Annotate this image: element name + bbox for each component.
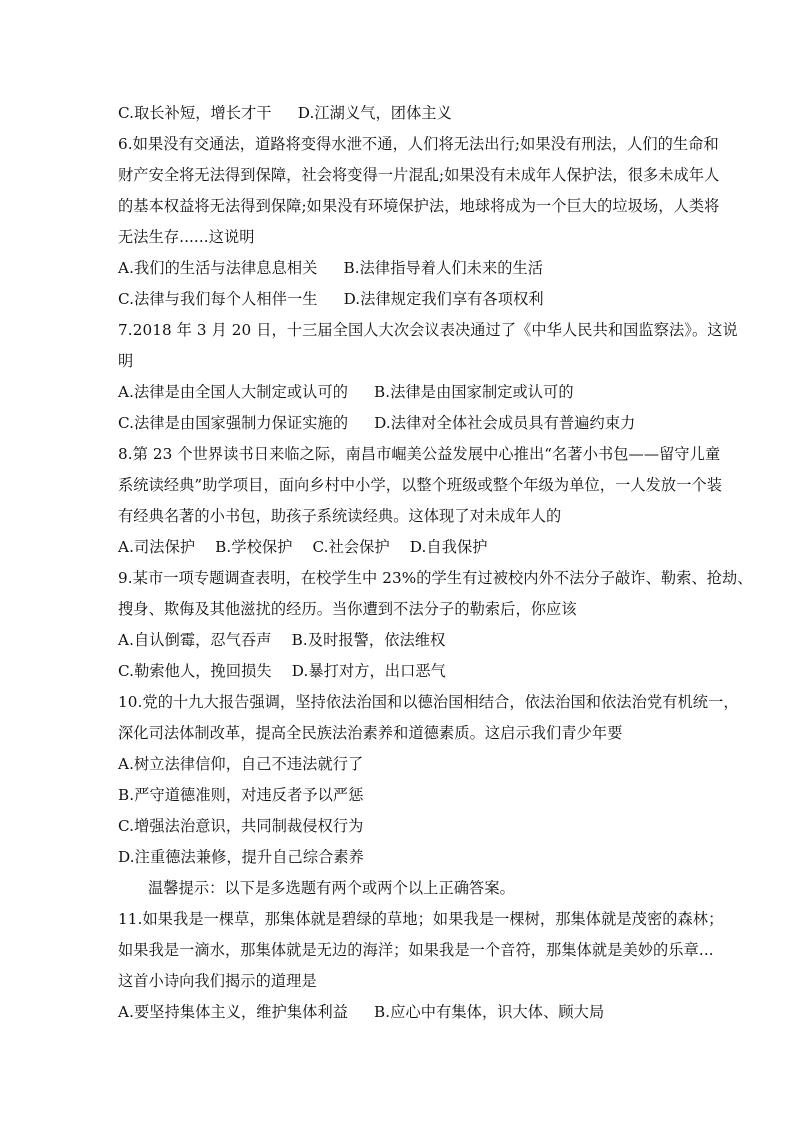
- q9-option-c: C.勒索他人，挽回损失: [118, 662, 272, 680]
- q8-stem-line: 8.第 23 个世界读书日来临之际，南昌市崛美公益发展中心推出“名著小书包——留守儿童: [118, 445, 721, 463]
- question-7: [118, 315, 738, 439]
- exam-page: [118, 98, 753, 1028]
- q8-option-a: A.司法保护: [118, 538, 196, 556]
- q6-options-ab: [118, 253, 678, 284]
- q11-options-ab: [118, 997, 678, 1028]
- question-11: [118, 904, 724, 1028]
- q9-option-d: D.暴打对方，出口恶气: [291, 662, 446, 680]
- q6-options-cd: [118, 284, 678, 315]
- multi-choice-tip: 温馨提示：以下是多选题有两个或两个以上正确答案。: [148, 879, 515, 897]
- question-8: [118, 439, 723, 563]
- q11-stem-line: 11.如果我是一棵草，那集体就是碧绿的草地；如果我是一棵树，那集体就是茂密的森林；: [118, 910, 724, 928]
- q5-options-cd: [118, 98, 678, 129]
- q7-option-b: B.法律是由国家制定或认可的: [374, 383, 574, 401]
- q10-option-a: A.树立法律信仰，自己不违法就行了: [118, 755, 364, 773]
- q7-options-cd: [118, 408, 678, 439]
- q9-option-b: B.及时报警，依法维权: [291, 631, 446, 649]
- q9-options-ab: [118, 625, 678, 656]
- question-10: [118, 687, 739, 873]
- q7-stem-line: 明: [118, 352, 134, 370]
- q7-stem-line: 7.2018 年 3 月 20 日，十三届全国人大次会议表决通过了《中华人民共和国监察法》。这说: [118, 321, 738, 339]
- q10-stem-line: 10.党的十九大报告强调，坚持依法治国和以德治国相结合，依法治国和依法治党有机统一，: [118, 693, 739, 711]
- q8-stem-line: 系统读经典”助学项目，面向乡村中小学，以整个班级或整个年级为单位，一人发放一个装: [118, 476, 723, 494]
- q9-stem-line: 搜身、欺侮及其他滋扰的经历。当你遭到不法分子的勒索后，你应该: [118, 600, 577, 618]
- q7-option-c: C.法律是由国家强制力保证实施的: [118, 414, 349, 432]
- q8-stem-line: 有经典名著的小书包，助孩子系统读经典。这体现了对未成年人的: [118, 507, 562, 525]
- q9-stem-line: 9.某市一项专题调查表明，在校学生中 23%的学生有过被校内外不法分子敲诈、勒索、抢劫、: [118, 569, 753, 587]
- question-6: [118, 129, 720, 315]
- q11-stem-line: 如果我是一滴水，那集体就是无边的海洋；如果我是一个音符，那集体就是美妙的乐章...: [118, 941, 714, 959]
- q10-option-c: C.增强法治意识，共同制裁侵权行为: [118, 817, 364, 835]
- q5-option-d: D.江湖义气，团体主义: [297, 104, 452, 122]
- q7-option-a: A.法律是由全国人大制定或认可的: [118, 383, 349, 401]
- q8-options: [118, 532, 678, 563]
- q8-option-d: D.自我保护: [409, 538, 488, 556]
- q10-option-b: B.严守道德准则，对违反者予以严惩: [118, 786, 364, 804]
- q6-stem-line: 无法生存......这说明: [118, 228, 255, 246]
- q10-stem-line: 深化司法体制改革，提高全民族法治素养和道德素质。这启示我们青少年要: [118, 724, 623, 742]
- q5-option-c: C.取长补短，增长才干: [118, 104, 272, 122]
- q9-option-a: A.自认倒霉，忍气吞声: [118, 631, 272, 649]
- q6-option-c: C.法律与我们每个人相伴一生: [118, 290, 318, 308]
- q6-stem-line: 财产安全将无法得到保障，社会将变得一片混乱;如果没有未成年人保护法，很多未成年人: [118, 166, 720, 184]
- q8-option-c: C.社会保护: [312, 538, 390, 556]
- question-9: [118, 563, 753, 687]
- q6-option-d: D.法律规定我们享有各项权利: [343, 290, 544, 308]
- q11-option-a: A.要坚持集体主义，维护集体利益: [118, 1003, 349, 1021]
- q8-option-b: B.学校保护: [215, 538, 293, 556]
- q6-stem-line: 的基本权益将无法得到保障;如果没有环境保护法，地球将成为一个巨大的垃圾场，人类将: [118, 197, 720, 215]
- q7-option-d: D.法律对全体社会成员具有普遍约束力: [374, 414, 636, 432]
- q6-option-b: B.法律指导着人们未来的生活: [343, 259, 544, 277]
- q6-stem-line: 6.如果没有交通法，道路将变得水泄不通，人们将无法出行;如果没有刑法，人们的生命和: [118, 135, 719, 153]
- q10-option-d: D.注重德法兼修，提升自己综合素养: [118, 848, 364, 866]
- q11-option-b: B.应心中有集体，识大体、顾大局: [374, 1003, 605, 1021]
- q11-stem-line: 这首小诗向我们揭示的道理是: [118, 972, 317, 990]
- q6-option-a: A.我们的生活与法律息息相关: [118, 259, 318, 277]
- q9-options-cd: [118, 656, 678, 687]
- q7-options-ab: [118, 377, 678, 408]
